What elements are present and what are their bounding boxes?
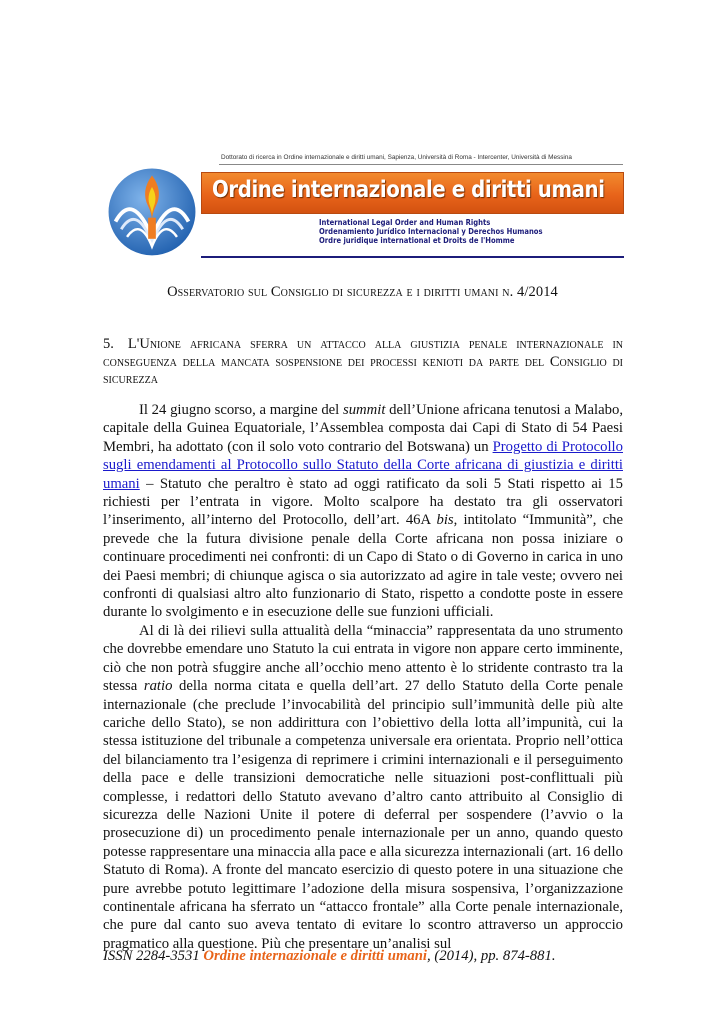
issn-text: ISSN 2284-3531 (103, 948, 204, 964)
section-heading (103, 336, 623, 389)
section-title: L'Unione africana sferra un attacco alla giustizia penale internazionale in conseguenza della mancata sospensione dei processi kenioti da parte del Consiglio di sicurezza (103, 336, 623, 387)
paragraph-1-text: Il 24 giugno scorso, a margine del (139, 402, 343, 418)
protocol-link[interactable]: Progetto di Protocollo sugli emendamenti al Protocollo sullo Statuto della Corte africana di giustizia e diritti umani (103, 438, 623, 492)
paragraph-1-text: , intitolato “Immunità”, che prevede che la futura divisione penale della Corte africana non possa iniziare o continuare procedimenti nei confronti: di un Capo di Stato o di Governo in carica in uno dei Paesi membri; di chiunque agisca o sia autorizzato ad agire in tale veste; ovvero nei confronti di qualsiasi altro alto funzionario di Stato, rispetto a condotte poste in essere durante lo svolgimento e in esecuzione delle sue funzioni ufficiali. (103, 512, 623, 621)
bis-italic: bis (436, 512, 454, 529)
masthead-divider (219, 164, 623, 165)
footer-journal-name: Ordine internazionale e diritti umani (203, 948, 427, 964)
paragraph-1-text: – Statuto che peraltro è stato ad oggi ratificato da soli 5 Stati rispetto ai 15 richiesti per l’entrata in vigore. Molto scalpore ha destato tra gli osservatori l’inserimento, all’interno del Protocollo, dell’art. 46A (103, 475, 623, 529)
subtitle-french: Ordre juridique international et Droits de l'Homme (319, 236, 515, 246)
journal-title-banner (201, 172, 624, 214)
section-number: 5. (103, 336, 114, 352)
doctorate-affiliation-line: Dottorato di ricerca in Ordine internazionale e diritti umani, Sapienza, Università di Roma - Intercenter, Università di Messina (221, 154, 572, 161)
paragraph-1 (103, 401, 623, 622)
paragraph-2-text: Al di là dei rilievi sulla attualità della “minaccia” rappresentata da uno strumento che dovrebbe emendare uno Statuto la cui entrata in vigore non appare certo imminente, ciò che non potrà sfuggire anche all’occhio meno attento è lo stridente contrasto tra la stessa (103, 622, 623, 695)
page-footer (103, 948, 623, 965)
journal-masthead (104, 150, 624, 260)
subtitle-english: International Legal Order and Human Rights (319, 218, 491, 227)
summit-italic: summit (342, 402, 386, 418)
masthead-bottom-rule (201, 256, 624, 258)
observatory-heading: Osservatorio sul Consiglio di sicurezza e i diritti umani n. 4/2014 (167, 284, 558, 300)
paragraph-2 (103, 622, 623, 953)
ratio-italic: ratio (143, 678, 173, 695)
footer-citation: , (2014), pp. 874-881. (427, 948, 556, 964)
article-body (103, 401, 623, 953)
subtitle-spanish: Ordenamiento Jurídico Internacional y Derechos Humanos (319, 227, 543, 237)
paragraph-1-text: dell’Unione africana tenutosi a Malabo, capitale della Guinea Equatoriale, l’Assemblea composta dai Capi di Stato di 54 Paesi Membri, ha adottato (con il solo voto contrario del Botswana) un (103, 402, 623, 455)
journal-logo-icon (104, 162, 200, 258)
journal-subtitles (319, 218, 619, 246)
paragraph-2-text: della norma citata e quella dell’art. 27 dello Statuto della Corte penale internazionale (che preclude l’invocabilità del principio sull’immunità delle più alte cariche dello Stato), se non addirittura con l’obiettivo della lotta all’impunità, cui la stessa istituzione del tribunale a competenza universale era orientata. Proprio nell’ottica del bilanciamento tra l’esigenza di reprimere i crimini internazionali e il perseguimento della pace e delle transizioni democratiche nelle situazioni post-conflittuali più complesse, i redattori dello Statuto avevano d’altro canto attribuito al Consiglio di sicurezza delle Nazioni Unite il potere di deferral per sospendere (l’avvio o la prosecuzione di) un procedimento penale internazionale per un anno, quando questo potesse rappresentare una minaccia alla pace e alla sicurezza internazionali (art. 16 dello Statuto di Roma). A fronte del mancato esercizio di questo potere in una situazione che pure avrebbe potuto legittimare l’adozione della misura sospensiva, l’organizzazione continentale africana ha sferrato un “attacco frontale” alla Corte penale internazionale, che pure dal canto suo aveva tentato di evitare lo scontro attraverso un approccio pragmatico alla questione. Più che presentare un’analisi sul (103, 678, 623, 952)
journal-title: Ordine internazionale e diritti umani (212, 177, 605, 203)
